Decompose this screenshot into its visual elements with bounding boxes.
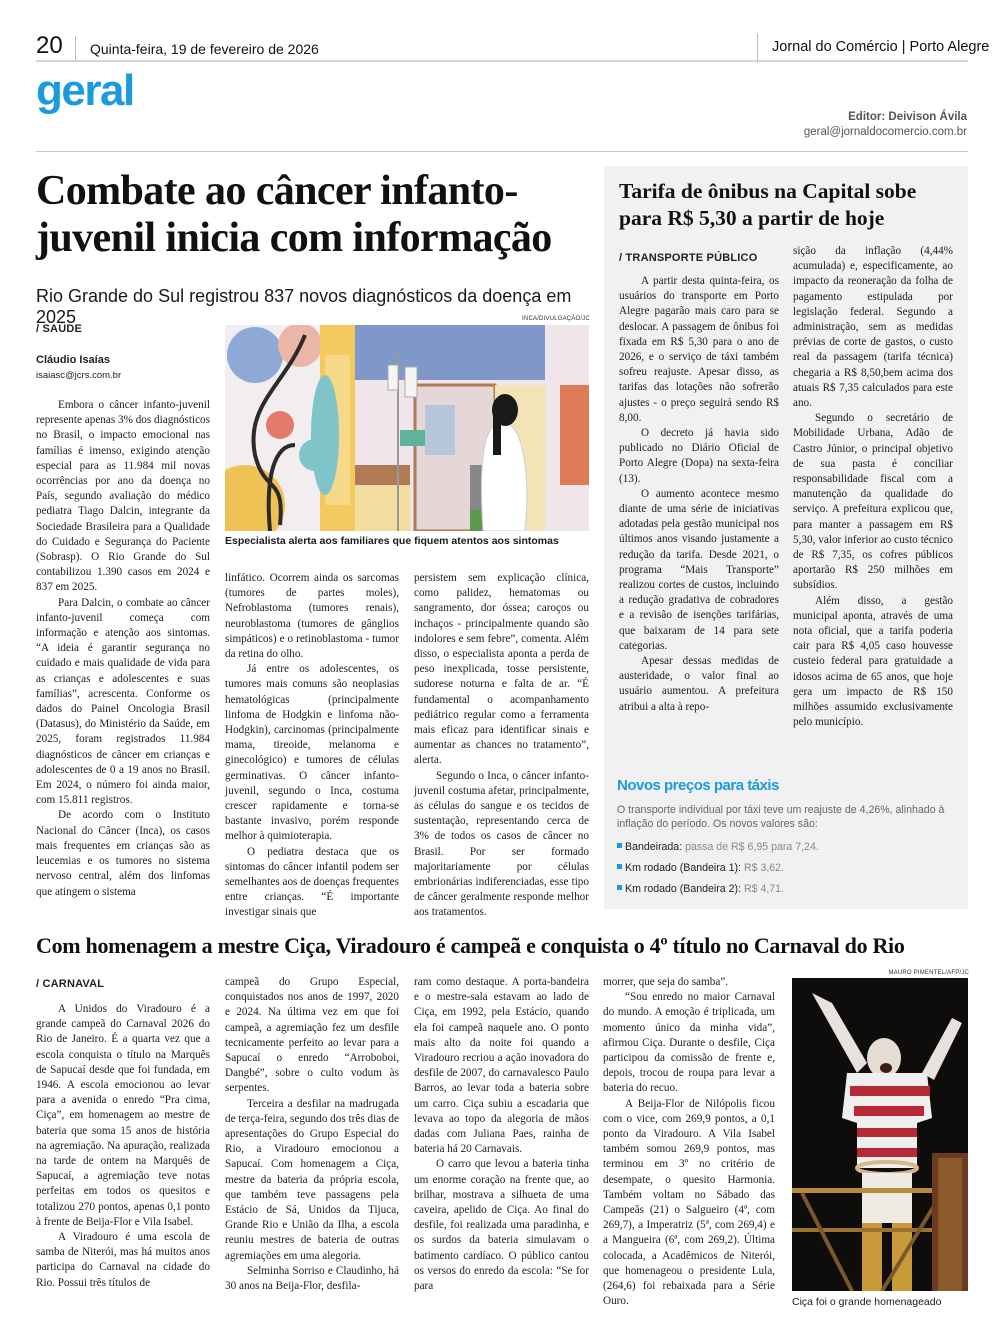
square-bullet-icon — [617, 885, 622, 890]
main-article-subheadline: Rio Grande do Sul registrou 837 novos diagnósticos da doença em 2025 — [36, 286, 572, 327]
paragraph: “Sou enredo no maior Carnaval do mundo. A emoção é triplicada, um momento único da minha vida”, afirmou Ciça. Durante o desfile, Ciça participou da comissão de frente e, depois, trocou de roupa para levar a bateria do recuo. — [603, 991, 775, 1095]
paragraph: O carro que levou a bateria tinha um enorme coração na frente que, ao brilhar, mostrava a silhueta de uma caveira, apelido de Ciça. Ao final do desfile, foi realizada uma paradinha, e os surdos da bateria simulavam o batimento cardíaco. O público cantou os versos do enredo da escola: “Se for para — [414, 1158, 589, 1293]
taxi-price-item — [617, 841, 819, 853]
taxi-box-intro: O transporte individual por táxi teve um reajuste de 4,26%, alinhado à inflação do período. Os novos valores são: — [617, 804, 945, 830]
publication-name: Jornal do Comércio | Porto Alegre — [772, 39, 990, 55]
taxi-price-label: Bandeirada: — [625, 841, 683, 853]
paragraph: persistem sem explicação clínica, como palidez, hematomas ou sangramento, dor óssea; caroços ou inchaços - principalmente quando são indolores e sem febre”, comenta. Além disso, o especialista aponta a perda de peso inexplicada, tosse persistente, sudorese noturna e falta de ar. “É fundamental o acompanhamento pediátrico regular como a ferramenta mais eficaz para identificar sinais e aumentar as chances no tratamento”, alerta. — [414, 572, 589, 767]
bus-article-column-2 — [793, 244, 953, 731]
carnival-article-column-2 — [225, 975, 399, 1294]
bus-article-kicker: / TRANSPORTE PÚBLICO — [619, 252, 758, 264]
carnival-article-column-1 — [36, 1002, 210, 1291]
paragraph: O pediatra destaca que os sintomas do câncer infantil podem ser semelhantes aos de doenças frequentes entre crianças. “É importante investigar sinais que — [225, 845, 399, 919]
taxi-price-item — [617, 862, 784, 874]
hospital-corridor-photo — [225, 325, 589, 531]
paragraph: Embora o câncer infanto-juvenil represente apenas 3% dos diagnósticos no Brasil, o impacto emocional nas famílias é imenso, exigindo atenção especial para as 11.984 mil novas ocorrências por ano da doença no País, segundo avaliação do médico pediatra Tiago Dalcin, integrante da Sociedade Brasileira para a Qualidade do Cuidado e Segurança do Paciente (Sobrasp). O Rio Grande do Sul contabilizou 1.390 casos em 2024 e 837 em 2025. — [36, 399, 210, 594]
author-email[interactable]: isaiasc@jcrs.com.br — [36, 370, 122, 381]
taxi-price-label: Km rodado (Bandeira 1): — [625, 862, 742, 874]
square-bullet-icon — [617, 843, 622, 848]
paragraph: De acordo com o Instituto Nacional do Câncer (Inca), os casos mais frequentes em crianças são as leucemias e os tumores no sistema nervoso central, além dos linfomas que atingem o sistema — [36, 809, 210, 898]
main-article-column-1 — [36, 398, 210, 900]
carnival-article-column-3 — [414, 975, 589, 1294]
paragraph: Já entre os adolescentes, os tumores mais comuns são neoplasias hematológicas (principalmente linfoma de Hodgkin e linfoma não-Hodgkin), carcinomas (principalmente mama, tireoide, melanoma e ginecológico) e tumores de células germinativas. O câncer infanto-juvenil, segundo o Inca, costuma crescer rapidamente e torna-se bastante invasivo, porém responde melhor à quimioterapia. — [225, 663, 399, 843]
paragraph: Segundo o secretário de Mobilidade Urbana, Adão de Castro Júnior, o principal objetivo de sua pasta é conciliar responsabilidade fiscal com a manutenção da qualidade do serviço. A prefeitura explicou que, para manter a passagem em R$ 5,30, valor inferior ao custo técnico de R$ 7,35, os cofres públicos aportarão R$ 250 milhões em subsídios. — [793, 412, 953, 592]
paragraph: A partir desta quinta-feira, os usuários do transporte em Porto Alegre pagarão mais caro para se deslocar. A passagem de ônibus foi fixada em R$ 5,30 para o ano de 2026, e o serviço de táxi também sofreu reajuste. Apesar disso, as tarifas das lotações não sofrerão ajustes - o preço seguirá sendo R$ 8,00. — [619, 275, 779, 424]
paragraph: A Viradouro é uma escola de samba de Niterói, mas há muitos anos participa do Carnaval na cidade do Rio. Possui três títulos de — [36, 1231, 210, 1289]
taxi-price-value: R$ 4,71. — [743, 883, 785, 895]
paragraph: A Beija-Flor de Nilópolis ficou com o vice, com 269,9 pontos, a 0,1 ponto da Viradouro. A Vila Isabel também somou 269,9 pontos, mas terminou em 3º no critério de desempate, o quesito Harmonia. Também voltam no Sábado das Campeãs (21) o Salgueiro (4ª, com 269,7), a Imperatriz (5ª, com 269,4) e a Mangueira (6ª, com 269,2). Última colocada, a Acadêmicos de Niterói, que homenageou o presidente Lula, (264,6) foi rebaixada para a Série Ouro. — [603, 1097, 775, 1308]
photo-caption: Ciça foi o grande homenageado — [792, 1296, 942, 1308]
paragraph: A Unidos do Viradouro é a grande campeã do Carnaval 2026 do Rio de Janeiro. É a quarta vez que a escola conquista o título na Marquês de Sapucaí desde que foi fundada, em 1946. A escola emocionou ao levar para a avenida o enredo “Pra cima, Ciça”, em homenagem ao mestre de bateria que soma 15 anos de história na agremiação. Na apuração, realizada na tarde de ontem na Marquês de Sapucaí, a agremiação teve notas perfeitas em todos os quesitos e totalizou 270 pontos, apenas 0,1 ponto à frente de Beija-Flor e Vila Isabel. — [36, 1003, 210, 1228]
page-number: 20 — [36, 32, 63, 59]
bus-article-column-1 — [619, 274, 779, 715]
taxi-box-title: Novos preços para táxis — [617, 777, 779, 794]
paragraph: morrer, que seja do samba”. — [603, 976, 729, 988]
header-rule — [36, 60, 968, 62]
photo-credit: INCA/DIVULGAÇÃO/JC — [522, 316, 590, 322]
square-bullet-icon — [617, 864, 622, 869]
paragraph: sição da inflação (4,44% acumulada) e, especificamente, ao impacto da reoneração da folha de pagamento estipulada por legislação federal. Segundo a administração, sem as medidas prévias de corte de gastos, o custo real da passagem (tarifa técnica) chegaria a R$ 8,50,bem acima dos atuais R$ 7,35 calculados para este ano. — [793, 245, 953, 410]
paragraph: campeã do Grupo Especial, conquistados nos anos de 1997, 2020 e 2024. Na última vez em que foi campeã, a agremiação fez um desfile tecnicamente perfeito ao levar para a Sapucaí o enredo “Arroboboi, Dangbé”, sobre o culto vodum às serpentes. — [225, 976, 399, 1095]
edition-date: Quinta-feira, 19 de fevereiro de 2026 — [90, 41, 319, 57]
photo-credit: MAURO PIMENTEL/AFP/JC — [888, 970, 969, 976]
carnival-float-illustration — [792, 978, 968, 1291]
carnival-article-headline: Com homenagem a mestre Ciça, Viradouro é campeã e conquista o 4º título no Carnaval do Rio — [36, 933, 905, 958]
paragraph: Terceira a desfilar na madrugada de terça-feira, segundo dos três dias de apresentações do Grupo Especial do Rio, a Viradouro emocionou a Sapucaí. Com homenagem a Ciça, mestre da bateria da própria escola, que também teve passagens pela Estácio de Sá, Unidos da Tijuca, Grande Rio e União da Ilha, a escola reuniu mestres de bateria de outras agremiações em uma alegoria. — [225, 1097, 399, 1262]
paragraph: O aumento acontece mesmo diante de uma série de iniciativas adotadas pela gestão municipal nos últimos anos visando justamente a redução da tarifa. Desde 2021, o programa “Mais Transporte” realizou cortes de custos, incluindo a redução gradativa de cobradores e a revisão de isenções tarifárias, que baixaram de 14 para sete categorias. — [619, 487, 779, 652]
section-label: geral — [36, 66, 134, 115]
main-article-column-2 — [225, 571, 399, 921]
paragraph: Para Dalcin, o combate ao câncer infanto-juvenil começa com informação e atenção aos sintomas. “A ideia é garantir segurança no cuidado e mais qualidade de vida para as crianças e adolescentes e suas famílias”, acrescenta. Conforme os dados do Painel Oncologia Brasil (Datasus), do Ministério da Saúde, em 2025, foram registrados 11.984 diagnósticos de câncer em crianças e adolescentes de 0 a 19 anos no Brasil. Em 2024, o número foi ainda maior, com 15.811 registros. — [36, 596, 210, 807]
bus-article-headline: Tarifa de ônibus na Capital sobe para R$ 5,30 a partir de hoje — [619, 179, 917, 230]
header-divider — [75, 36, 76, 62]
paragraph: linfático. Ocorrem ainda os sarcomas (tumores de partes moles), Nefroblastoma (tumores renais), neuroblastoma (tumores de gânglios simpáticos) e o retinoblastoma - tumor da retina do olho. — [225, 572, 399, 661]
section-rule — [36, 151, 968, 152]
carnival-article-kicker: / CARNAVAL — [36, 978, 105, 990]
taxi-price-value: R$ 3,62. — [743, 862, 785, 874]
photo-caption: Especialista alerta aos familiares que fiquem atentos aos sintomas — [225, 535, 559, 547]
paragraph: Segundo o Inca, o câncer infanto-juvenil costuma afetar, principalmente, as células do sangue e os tecidos de sustentação, representando cerca de 3% de todos os casos de câncer no Brasil. Por ser formado majoritariamente por células embrionárias indiferenciadas, esse tipo de câncer geralmente responde melhor aos tratamentos. — [414, 769, 589, 919]
editor-name: Editor: Deivison Ávila — [848, 111, 967, 123]
taxi-price-label: Km rodado (Bandeira 2): — [625, 883, 742, 895]
cica-carnival-photo — [792, 978, 968, 1291]
paragraph: Apesar dessas medidas de austeridade, o valor final ao usuário aumentou. A prefeitura atribui a alta à repo- — [619, 655, 779, 713]
paragraph: O decreto já havia sido publicado no Diário Oficial de Porto Alegre (Dopa) na sexta-feira (13). — [619, 427, 779, 485]
main-article-kicker: / SAÚDE — [36, 323, 83, 335]
paragraph: Além disso, a gestão municipal aponta, através de uma nota oficial, que a tarifa poderia cair para R$ 4,05 caso houvesse custeio federal para gratuidade a idosos acima de 65 anos, que hoje gera um impacto de R$ 150 milhões assumido exclusivamente pelo município. — [793, 594, 953, 729]
main-article-column-3 — [414, 571, 589, 921]
taxi-price-item — [617, 883, 784, 895]
main-article-headline: Combate ao câncer infanto-juvenil inicia com informação — [36, 168, 552, 261]
taxi-price-value: passa de R$ 6,95 para 7,24. — [685, 841, 819, 853]
hospital-corridor-illustration — [225, 325, 589, 531]
editor-email[interactable]: geral@jornaldocomercio.com.br — [803, 126, 967, 138]
paragraph: Selminha Sorriso e Claudinho, há 30 anos na Beija-Flor, desfila- — [225, 1264, 399, 1293]
carnival-article-column-4 — [603, 975, 775, 1309]
author-name: Cláudio Isaías — [36, 354, 110, 366]
header-divider — [757, 33, 758, 63]
paragraph: ram como destaque. A porta-bandeira e o mestre-sala estavam ao lado de Ciça, em 1992, pela Estácio, quando ela foi campeã naquele ano. O ponto mais alto da noite foi quando a Viradouro recriou a ação inovadora do desfile de 2007, do carnavalesco Paulo Barros, ao levar toda a bateria sobre um carro. Ciça subiu a escadaria que levava ao topo da alegoria de mãos dadas com Juliana Paes, rainha de bateria há 20 Carnavais. — [414, 976, 589, 1156]
